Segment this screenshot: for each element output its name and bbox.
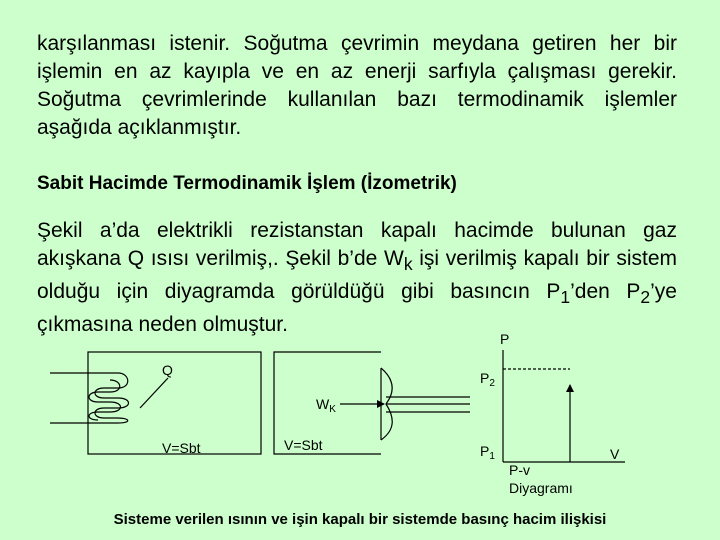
pv-p1-sub: 1: [489, 451, 495, 462]
figure-a-volume-label: V=Sbt: [162, 440, 201, 456]
pv-p2-text: P: [480, 370, 490, 386]
pv-p1-label: [480, 443, 495, 465]
heat-q-label: Q: [162, 362, 173, 378]
body-text-1: Şekil a’da elektrikli rezistanstan kapalı hacimde bulunan gaz akışkana Q ısısı verilmiş,. Şekil b’de W: [37, 219, 677, 270]
pv-v-axis-label: V: [610, 446, 620, 462]
pv-p2-sub: 2: [489, 378, 495, 389]
body-sub-k: k: [403, 254, 413, 275]
intro-paragraph: karşılanması istenir. Soğutma çevrimin meydana getiren her bir işlemin en az kayıpla ve en az enerji sarfıyla çalışması gerekir. Soğutma çevrimlerinde kullanılan bazı termodinamik işlemler aşağıda açıklanmıştır.: [37, 32, 677, 139]
heating-coil-icon: [50, 373, 129, 423]
work-w-label: [316, 396, 336, 418]
body-sub-1: 1: [560, 287, 571, 308]
figure-caption: Sisteme verilen ısının ve işin kapalı bir sistemde basınç hacim ilişkisi: [113, 511, 607, 528]
body-text-4: ’ye çıkmasına neden olmuştur.: [37, 280, 677, 337]
pv-axes: [503, 350, 625, 462]
work-w-text: W: [316, 396, 330, 412]
pv-diagram-name-line2: Diyagramı: [509, 480, 573, 496]
section-heading: Sabit Hacimde Termodinamik İşlem (İzometrik): [37, 173, 457, 194]
pv-diagram-name-line1: P-v: [509, 462, 530, 478]
figure-a-container: [88, 352, 261, 454]
figure-b-volume-label: V=Sbt: [284, 437, 323, 453]
body-text-2: işi verilmiş kapalı bir sistem olduğu için diyagramda görüldüğü gibi basıncın P: [37, 247, 677, 304]
work-w-sub: K: [329, 404, 336, 415]
body-sub-2: 2: [640, 287, 651, 308]
piston-rod-icon: [381, 368, 470, 440]
heat-arrow-q: [140, 378, 168, 408]
body-text-3: ’den P: [570, 280, 641, 304]
pv-p-axis-label: P: [500, 331, 510, 347]
pv-p1-text: P: [480, 443, 490, 459]
pv-p2-label: [480, 370, 495, 392]
